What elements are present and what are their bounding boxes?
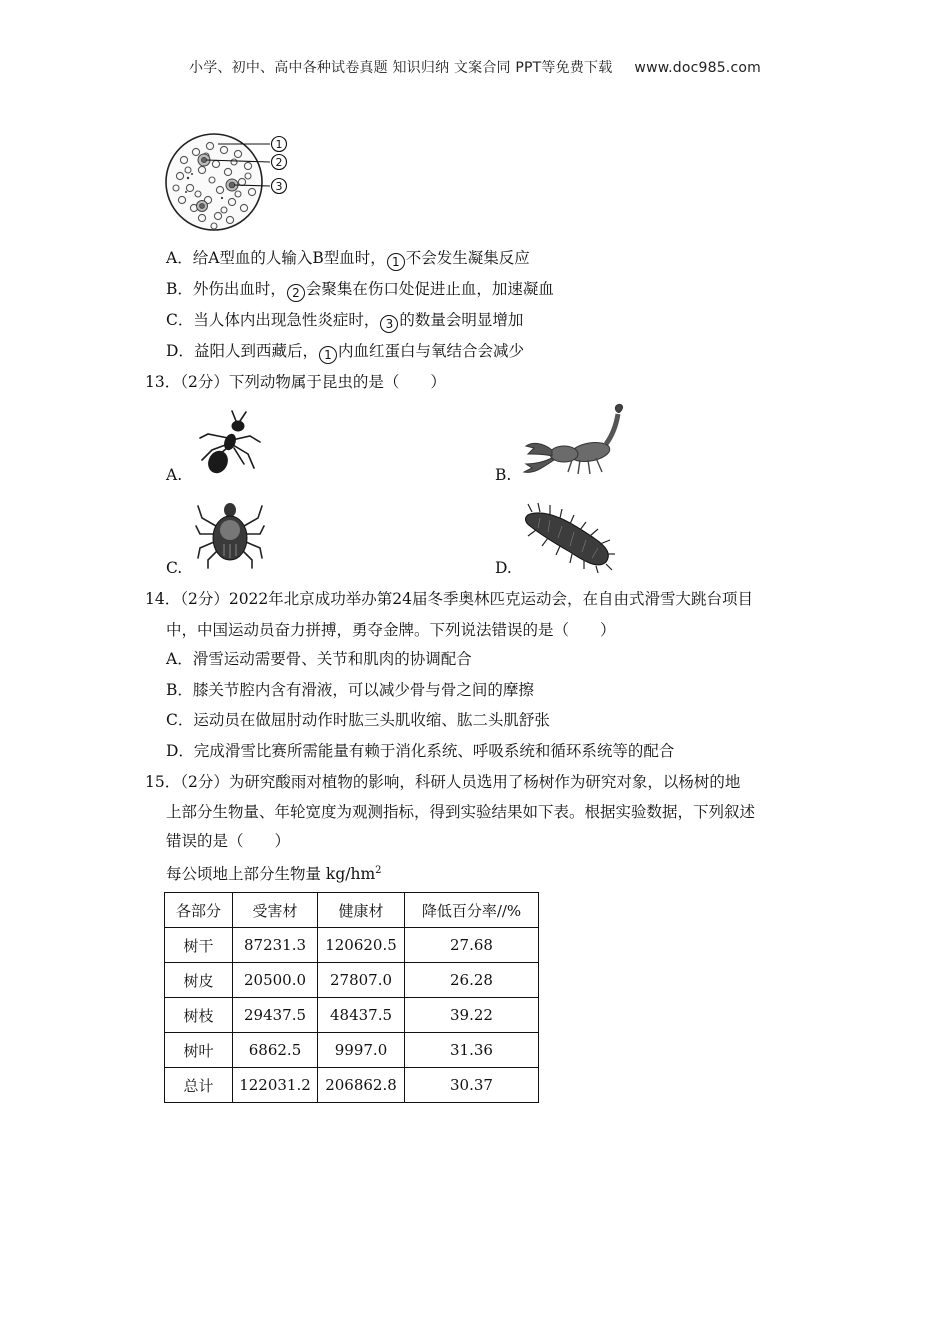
table-cell: 树枝	[165, 998, 233, 1033]
option-letter: C．	[166, 311, 194, 329]
q13-stem: 13．（2分）下列动物属于昆虫的是（ ）	[145, 373, 446, 391]
table-cell: 26.28	[405, 963, 539, 998]
q14-option-d[interactable]: D．完成滑雪比赛所需能量有赖于消化系统、呼吸系统和循环系统等的配合	[166, 742, 675, 760]
header-site-link[interactable]: www.doc985.com	[634, 60, 761, 76]
table-cell: 31.36	[405, 1033, 539, 1068]
table-cell: 树皮	[165, 963, 233, 998]
figure-label-3: 3	[275, 180, 283, 193]
option-text: 给A型血的人输入B型血时，	[192, 249, 386, 267]
q15-stem-line-3: 错误的是（ ）	[166, 832, 291, 850]
table-cell: 9997.0	[318, 1033, 405, 1068]
option-text: 内血红蛋白与氧结合会减少	[337, 342, 524, 360]
biomass-table	[164, 892, 539, 1103]
table-row	[165, 963, 539, 998]
table-caption	[166, 861, 382, 884]
table-header-cell: 降低百分率//%	[405, 893, 539, 928]
table-row	[165, 998, 539, 1033]
table-header-row	[165, 893, 539, 928]
figure-labels	[272, 137, 287, 194]
table-header-cell: 各部分	[165, 893, 233, 928]
figure-label-2: 2	[275, 156, 283, 169]
table-cell: 树叶	[165, 1033, 233, 1068]
caption-superscript: 2	[375, 865, 382, 876]
page-header	[0, 57, 950, 77]
table-cell: 20500.0	[233, 963, 318, 998]
q15-stem-line-1: 15．（2分）为研究酸雨对植物的影响，科研人员选用了杨树作为研究对象，以杨树的地	[145, 773, 741, 791]
header-text: 小学、初中、高中各种试卷真题 知识归纳 文案合同 PPT等免费下载	[189, 60, 613, 76]
option-letter: A．	[166, 249, 193, 267]
table-cell: 39.22	[405, 998, 539, 1033]
blood-cell-figure	[162, 130, 297, 238]
q14-option-c[interactable]: C．运动员在做屈肘动作时肱三头肌收缩、肱二头肌舒张	[166, 711, 550, 729]
q12-option-c[interactable]	[166, 310, 523, 333]
q13-option-c-label[interactable]: C.	[166, 559, 183, 577]
option-text: 当人体内出现急性炎症时，	[193, 311, 380, 329]
option-text: 益阳人到西藏后，	[193, 342, 318, 360]
q12-option-b[interactable]	[166, 279, 554, 302]
q13-option-d-label[interactable]: D.	[495, 559, 512, 577]
table-cell: 29437.5	[233, 998, 318, 1033]
table-cell: 122031.2	[233, 1068, 318, 1103]
caterpillar-image	[520, 502, 616, 574]
option-letter: B．	[166, 280, 193, 298]
q14-stem-line-1: 14．（2分）2022年北京成功举办第24届冬季奥林匹克运动会，在自由式滑雪大跳台项目	[145, 590, 754, 608]
q14-stem-line-2: 中，中国运动员奋力拼搏，勇夺金牌。下列说法错误的是（ ）	[166, 621, 616, 639]
q14-option-a[interactable]: A．滑雪运动需要骨、关节和肌肉的协调配合	[166, 650, 472, 668]
table-row	[165, 1068, 539, 1103]
option-text: 不会发生凝集反应	[405, 249, 530, 267]
option-text: 会聚集在伤口处促进止血，加速凝血	[305, 280, 554, 298]
q15-stem-line-2: 上部分生物量、年轮宽度为观测指标，得到实验结果如下表。根据实验数据，下列叙述	[166, 803, 756, 821]
caption-text: 每公顷地上部分生物量 kg/hm	[166, 865, 376, 884]
table-cell: 48437.5	[318, 998, 405, 1033]
q12-option-a[interactable]	[166, 248, 530, 271]
circled-number: 1	[319, 346, 337, 364]
option-text: 的数量会明显增加	[399, 311, 524, 329]
tick-image	[194, 496, 266, 572]
table-row	[165, 1033, 539, 1068]
table-cell: 6862.5	[233, 1033, 318, 1068]
circled-number: 3	[380, 315, 398, 333]
table-header-cell: 健康材	[318, 893, 405, 928]
circled-number: 1	[387, 253, 405, 271]
ant-image	[194, 408, 266, 480]
table-cell: 总计	[165, 1068, 233, 1103]
table-header-cell: 受害材	[233, 893, 318, 928]
figure-label-1: 1	[275, 138, 283, 151]
q13-option-a-label[interactable]: A.	[166, 466, 183, 484]
table-cell: 27807.0	[318, 963, 405, 998]
table-cell: 27.68	[405, 928, 539, 963]
option-text: 外伤出血时，	[192, 280, 286, 298]
table-cell: 87231.3	[233, 928, 318, 963]
scorpion-image	[520, 402, 630, 482]
table-cell: 30.37	[405, 1068, 539, 1103]
option-letter: D．	[166, 342, 194, 360]
table-cell: 120620.5	[318, 928, 405, 963]
q13-option-b-label[interactable]: B.	[495, 466, 512, 484]
q12-option-d[interactable]	[166, 341, 524, 364]
q14-option-b[interactable]: B．膝关节腔内含有滑液，可以减少骨与骨之间的摩擦	[166, 681, 534, 699]
circled-number: 2	[287, 284, 305, 302]
table-cell: 206862.8	[318, 1068, 405, 1103]
table-row	[165, 928, 539, 963]
table-cell: 树干	[165, 928, 233, 963]
